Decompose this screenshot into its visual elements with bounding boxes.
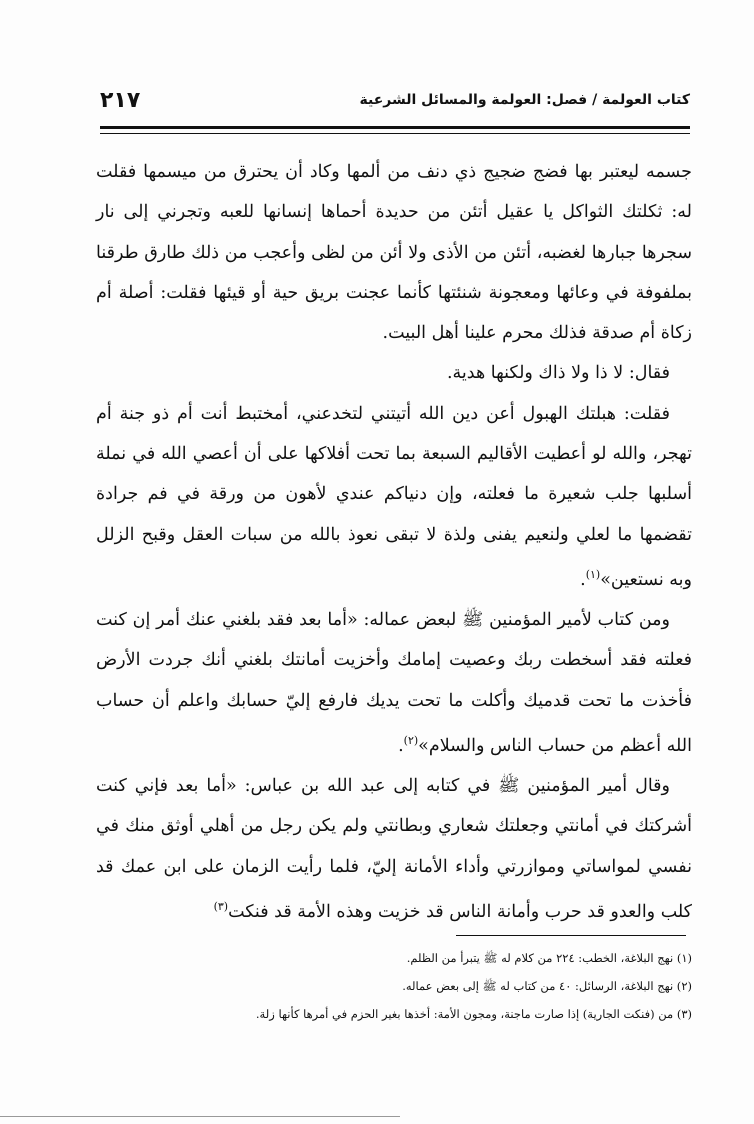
footnote-3: (٣) من (فنكت الجارية) إذا صارت ماجنة، ومجون الأمة: أخذها بغير الحزم في أمرها كأنها زلة. bbox=[255, 1007, 692, 1021]
paragraph-2: فقال: لا ذا ولا ذاك ولكنها هدية. bbox=[446, 363, 670, 384]
paragraph-1: جسمه ليعتبر بها فضج ضجيج ذي دنف من ألمها وكاد أن يحترق من ميسمها فقلت له: ثكلتك الثواكل يا عقيل أتئن من حديدة أحماها إنسانها للعبه وتجرني إلى نار سجرها جبارها لغضبه، أتئن من الأذى ولا أئن من لظى وأعجب من ذلك طارق طرقنا بملفوفة في وعائها ومعجونة شنئتها كأنما عجنت بريق حية أو قيئها فقلت: أصلة أم زكاة أم صدقة فذلك محرم علينا أهل البيت. bbox=[96, 162, 692, 344]
footnote-1: (١) نهج البلاغة، الخطب: ٢٢٤ من كلام له ﷺ يتبرأ من الظلم. bbox=[406, 951, 692, 965]
footnote-ref-1: (١) bbox=[585, 567, 601, 581]
header-rule-thick bbox=[100, 126, 690, 129]
running-title: كتاب العولمة / فصل: العولمة والمسائل الشرعية bbox=[359, 92, 690, 108]
paragraph-5: وقال أمير المؤمنين ﷺ في كتابه إلى عبد الله بن عباس: «أما بعد فإني كنت أشركتك في أمانتي وجعلتك شعاري وبطانتي ولم يكن رجل من أهلي أوثق منك في نفسي لمواساتي وموازرتي وأداء الأمانة إليّ، فلما رأيت الزمان على ابن عمك قد كلب والعدو قد حرب وأمانة الناس قد خزيت وهذه الأمة قد فنكت$^{(٣)}$ bbox=[96, 776, 692, 922]
footnote-ref-3: (٣) bbox=[213, 900, 229, 913]
main-text bbox=[96, 152, 692, 932]
paragraph-3: فقلت: هبلتك الهبول أعن دين الله أتيتني لتخدعني، أمختبط أنت أم ذو جنة أم تهجر، والله لو أعطيت الأقاليم السبعة بما تحت أفلاكها على أن أعصي الله في نملة أسلبها جلب شعيرة ما فعلته، وإن دنياكم عندي لأهون من ورقة في فم جرادة تقضمها ما لعلي ولنعيم يفنى ولذة لا تبقى نعوذ بالله من سبات العقل وقبح الزلل وبه نستعين»$^{(١)}$. bbox=[96, 403, 692, 590]
footnote-separator bbox=[456, 935, 686, 936]
page-number: ٢١٧ bbox=[100, 88, 141, 113]
page-bottom-edge bbox=[0, 1116, 400, 1117]
page-header bbox=[100, 88, 690, 126]
footnotes bbox=[96, 944, 692, 1028]
footnote-ref-2: (٢) bbox=[403, 733, 419, 747]
header-rule-thin bbox=[100, 133, 690, 134]
paragraph-4: ومن كتاب لأمير المؤمنين ﷺ لبعض عماله: «أما بعد فقد بلغني عنك أمر إن كنت فعلته فقد أسخطت ربك وعصيت إمامك وأخزيت أمانتك بلغني أنك جردت الأرض فأخذت ما تحت قدميك وأكلت ما تحت يديك فارفع إليّ حسابك واعلم أن حساب الله أعظم من حساب الناس والسلام»$^{(٢)}$. bbox=[96, 610, 692, 756]
footnote-2: (٢) نهج البلاغة، الرسائل: ٤٠ من كتاب له ﷺ إلى بعض عماله. bbox=[402, 979, 692, 993]
